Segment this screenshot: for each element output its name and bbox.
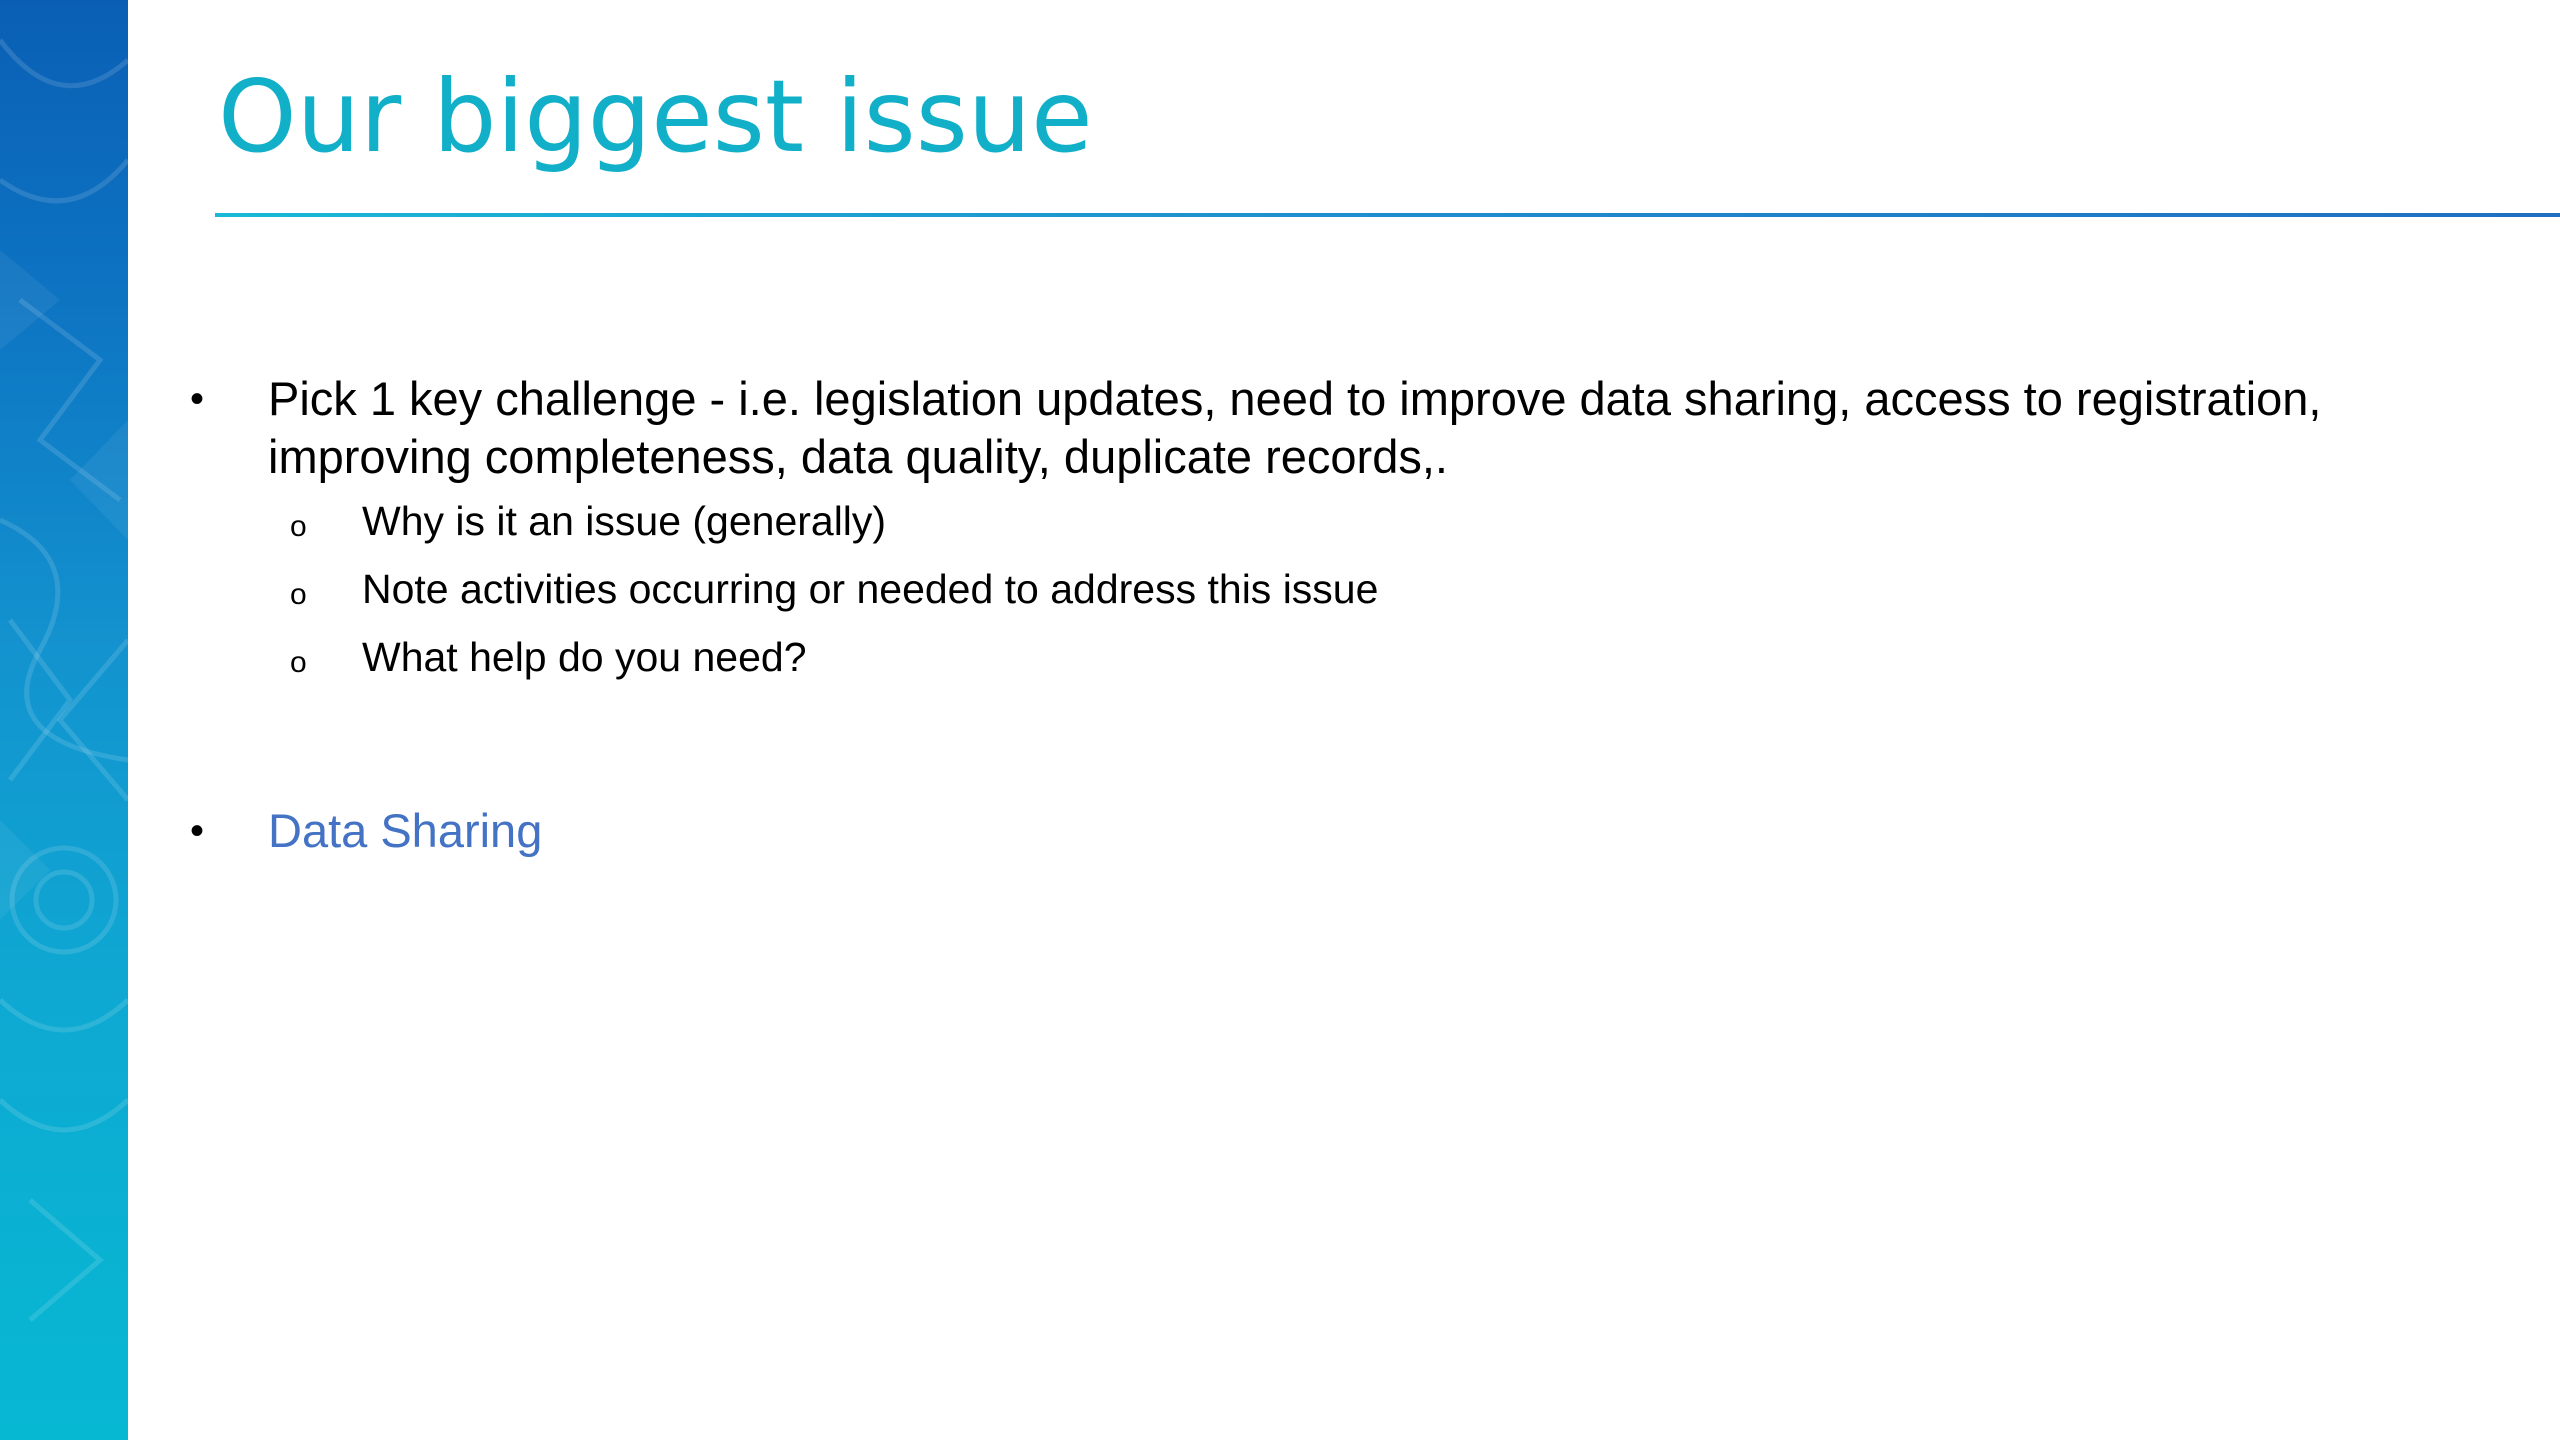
sub-bullet-item	[190, 632, 2470, 682]
data-sharing-text: Data Sharing	[268, 804, 543, 857]
bullet-item-data-sharing	[190, 802, 2470, 860]
sub-bullet-text: What help do you need?	[362, 634, 807, 680]
decorative-side-band	[0, 0, 128, 1440]
sub-bullet-marker: o	[290, 510, 307, 543]
sub-bullet-item	[190, 496, 2470, 546]
sub-bullet-text: Why is it an issue (generally)	[362, 498, 887, 544]
title-divider	[215, 213, 2560, 217]
ornament-pattern-icon	[0, 0, 128, 1440]
sub-bullet-marker: o	[290, 646, 307, 679]
bullet-marker: •	[190, 809, 205, 853]
bullet-item-challenge	[190, 370, 2470, 486]
bullet-text: Pick 1 key challenge - i.e. legislation updates, need to improve data sharing, access to registration, improving completeness, data quality, duplicate records,.	[268, 372, 2322, 483]
page-title: Our biggest issue	[218, 58, 1093, 175]
bullet-list	[190, 370, 2470, 860]
sub-bullet-list	[190, 496, 2470, 682]
sub-bullet-item	[190, 564, 2470, 614]
bullet-marker: •	[190, 377, 205, 421]
sub-bullet-marker: o	[290, 578, 307, 611]
sub-bullet-text: Note activities occurring or needed to address this issue	[362, 566, 1379, 612]
